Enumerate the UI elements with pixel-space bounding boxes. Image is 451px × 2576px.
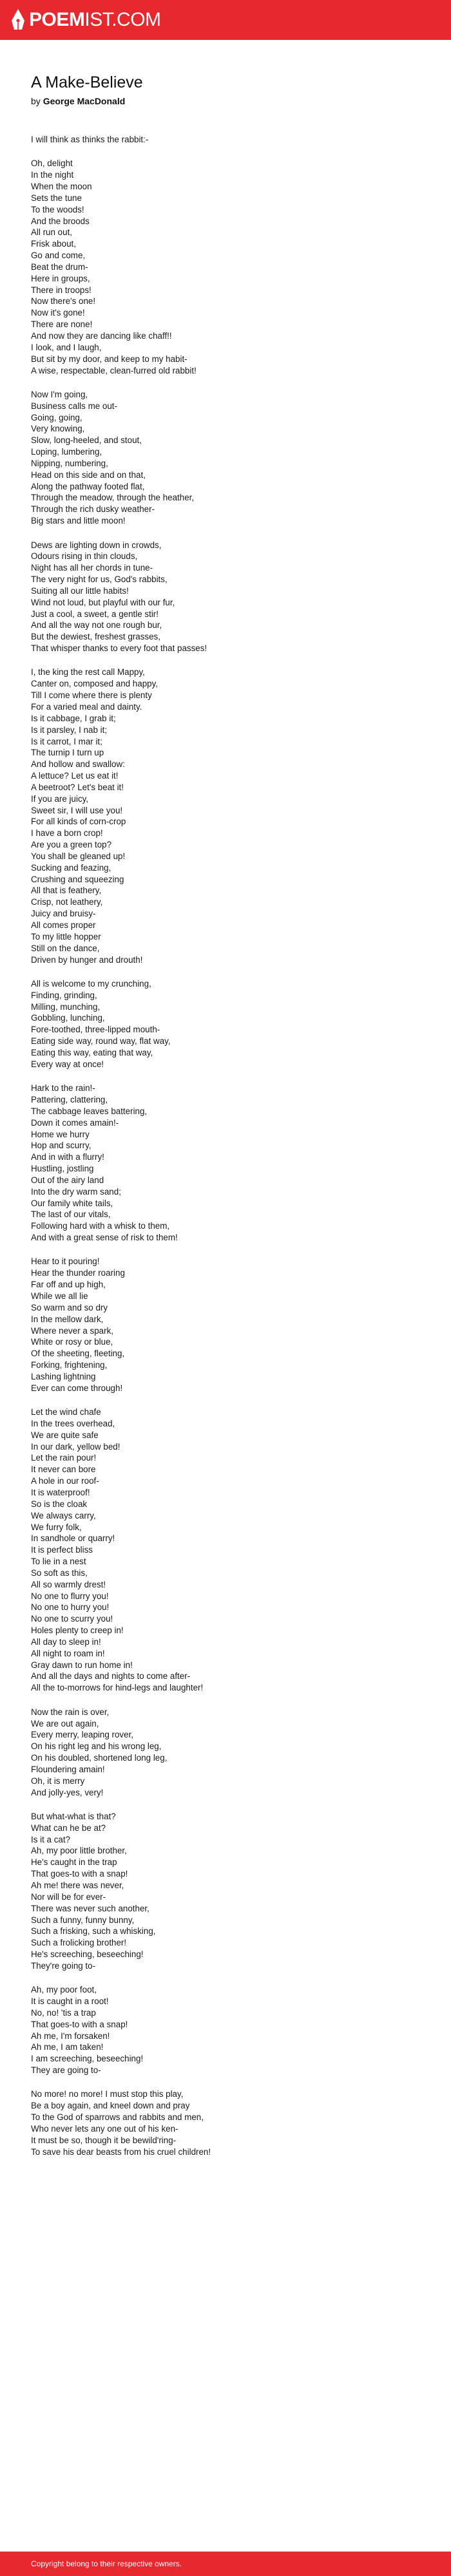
poem-line: There are none! <box>31 319 93 330</box>
poem-line: Ah me, I'm forsaken! <box>31 2031 110 2041</box>
poem-line: Who never lets any one out of his ken- <box>31 2124 178 2134</box>
poem-line: All night to roam in! <box>31 1648 105 1658</box>
logo-bold-text: POEM <box>29 9 85 30</box>
poem-line: No one to hurry you! <box>31 1602 110 1613</box>
poem-line: And jolly-yes, very! <box>31 1787 104 1797</box>
poem-line: We are quite safe <box>31 1430 99 1440</box>
poem-line: Of the sheeting, fleeting, <box>31 1349 125 1359</box>
site-footer <box>0 2552 451 2576</box>
poem-line: Forking, frightening, <box>31 1360 108 1370</box>
stanza <box>31 1707 430 1799</box>
poem-line: He's caught in the trap <box>31 1857 117 1868</box>
poem-line: Hustling, jostling <box>31 1164 94 1174</box>
poem-line: The very night for us, God's rabbits, <box>31 574 168 585</box>
poem-line: A beetroot? Let's beat it! <box>31 782 124 792</box>
byline-prefix: by <box>31 96 41 106</box>
poem-line: Such a funny, funny bunny, <box>31 1915 135 1925</box>
poem-line: Hear the thunder roaring <box>31 1268 125 1278</box>
poem-line: And all the way not one rough bur, <box>31 620 162 630</box>
poem-line: All is welcome to my crunching, <box>31 978 151 989</box>
poem-line: Following hard with a whisk to them, <box>31 1221 170 1231</box>
poem-line: A hole in our roof- <box>31 1476 99 1486</box>
poem-line: Driven by hunger and drouth! <box>31 954 143 965</box>
poem-line: All day to sleep in! <box>31 1636 101 1647</box>
poem-line: It never can bore <box>31 1464 96 1475</box>
poem-line: Now the rain is over, <box>31 1707 110 1717</box>
poem-line: Floundering amain! <box>31 1764 105 1774</box>
poem-line: There in troops! <box>31 285 91 295</box>
poem-line: Is it cabbage, I grab it; <box>31 713 116 723</box>
poem-line: Every way at once! <box>31 1059 104 1069</box>
poem-line: If you are juicy, <box>31 793 89 804</box>
poem-line: Business calls me out- <box>31 401 117 411</box>
stanza <box>31 389 430 527</box>
site-logo-text <box>29 8 161 32</box>
poem-line: When the moon <box>31 182 92 192</box>
poem-line: Crushing and squeezing <box>31 874 124 884</box>
poem-line: Loping, lumbering, <box>31 447 102 457</box>
poem-line: Canter on, composed and happy, <box>31 679 158 689</box>
poem-line: Beat the drum- <box>31 261 88 272</box>
poem-line: Sets the tune <box>31 193 82 203</box>
poem-line: Hear to it pouring! <box>31 1256 100 1267</box>
stanza <box>31 158 430 376</box>
poem-line: Juicy and bruisy- <box>31 909 96 919</box>
poem-line: Down it comes amain!- <box>31 1117 119 1128</box>
poem-line: In the night <box>31 170 74 180</box>
poem-line: That whisper thanks to every foot that passes! <box>31 643 207 654</box>
poem-line: In our dark, yellow bed! <box>31 1441 120 1452</box>
poem-line: They are going to- <box>31 2065 101 2076</box>
poem-line: Into the dry warm sand; <box>31 1186 121 1197</box>
poem-line: Every merry, leaping rover, <box>31 1730 134 1740</box>
poem-line: No one to scurry you! <box>31 1614 113 1624</box>
poem-line: So is the cloak <box>31 1499 88 1509</box>
poem-line: We furry folk, <box>31 1522 82 1532</box>
poem-line: All so warmly drest! <box>31 1579 106 1589</box>
poem-line: Still on the dance, <box>31 943 100 953</box>
poem-line: Ah, my poor foot, <box>31 1985 97 1995</box>
poem-title: A Make-Believe <box>31 73 143 91</box>
poem-line: Suiting all our little habits! <box>31 585 129 596</box>
poem-line: Such a frisking, such a whisking, <box>31 1926 156 1937</box>
poem-line: But what-what is that? <box>31 1811 116 1821</box>
poem-line: It is caught in a root! <box>31 1996 109 2007</box>
poem-line: Oh, it is merry <box>31 1776 85 1786</box>
poem-line: I, the king the rest call Mappy, <box>31 667 145 677</box>
stanza <box>31 1984 430 2076</box>
poem-line: All run out, <box>31 227 73 238</box>
author-link[interactable]: George MacDonald <box>43 96 126 106</box>
poem-line: Finding, grinding, <box>31 990 97 1000</box>
poem-line: Is it carrot, I mar it; <box>31 736 102 746</box>
poem-line: Hop and scurry, <box>31 1141 91 1151</box>
stanza <box>31 2088 430 2157</box>
poem-line: All the to-morrows for hind-legs and laughter! <box>31 1683 204 1693</box>
poem-line: In the mellow dark, <box>31 1314 104 1324</box>
poem-line: Through the rich dusky weather- <box>31 504 155 515</box>
poem-line: Eating this way, eating that way, <box>31 1047 153 1057</box>
poem-line: Our family white tails, <box>31 1198 113 1208</box>
poem-line: For a varied meal and dainty. <box>31 701 142 712</box>
poem-line: Holes plenty to creep in! <box>31 1625 124 1636</box>
poem-line: There was never such another, <box>31 1903 149 1913</box>
poem-line: No more! no more! I must stop this play, <box>31 2089 184 2099</box>
logo-light-text: IST.COM <box>84 9 161 30</box>
poem-line: Is it a cat? <box>31 1834 71 1844</box>
poem-line: The cabbage leaves battering, <box>31 1106 148 1116</box>
poem-line: Be a boy again, and kneel down and pray <box>31 2101 190 2111</box>
poem-line: Go and come, <box>31 251 86 261</box>
poem-line: Let the rain pour! <box>31 1453 97 1463</box>
poem-line: Are you a green top? <box>31 840 112 850</box>
poem-line: I am screeching, beseeching! <box>31 2054 144 2064</box>
poem-line: And all the days and nights to come after- <box>31 1671 191 1681</box>
poem-line: But sit by my door, and keep to my habit- <box>31 354 187 364</box>
poem-line: Sucking and feazing, <box>31 862 111 873</box>
poem-line: Big stars and little moon! <box>31 516 126 526</box>
poem-line: The last of our vitals, <box>31 1209 111 1220</box>
site-header <box>0 0 451 40</box>
poem-line: I have a born crop! <box>31 828 103 838</box>
copyright-text: Copyright belong to their respective owners. <box>31 2559 182 2568</box>
poem-line: Slow, long-heeled, and stout, <box>31 435 142 446</box>
poem-line: Now it's gone! <box>31 308 85 318</box>
poem-line: To my little hopper <box>31 931 101 942</box>
poem-line: To lie in a nest <box>31 1557 86 1567</box>
poem-line: Very knowing, <box>31 424 85 434</box>
poem-line: On his right leg and his wrong leg, <box>31 1741 162 1752</box>
poem-line: Such a frolicking brother! <box>31 1938 127 1948</box>
poem-line: But the dewiest, freshest grasses, <box>31 632 160 642</box>
stanza <box>31 1406 430 1694</box>
poem-line: On his doubled, shortened long leg, <box>31 1753 168 1763</box>
poem-line: Sweet sir, I will use you! <box>31 805 123 815</box>
poem-line: And the broods <box>31 216 90 226</box>
poem-line: The turnip I turn up <box>31 748 104 758</box>
poem-line: Through the meadow, through the heather, <box>31 493 195 503</box>
poem-line: They're going to- <box>31 1960 96 1971</box>
poem-line: In sandhole or quarry! <box>31 1533 115 1544</box>
poem-line: Along the pathway footed flat, <box>31 481 145 491</box>
poem-line: No one to flurry you! <box>31 1591 109 1601</box>
poem-line: We always carry, <box>31 1510 96 1520</box>
poem-line: That goes-to with a snap! <box>31 2019 128 2029</box>
poem-line: A lettuce? Let us eat it! <box>31 771 119 781</box>
poem-line: That goes-to with a snap! <box>31 1869 128 1879</box>
poem-line: Fore-toothed, three-lipped mouth- <box>31 1025 160 1035</box>
poem-line: And hollow and swallow: <box>31 759 125 770</box>
poem-line: Home we hurry <box>31 1129 90 1139</box>
poem-line: Far off and up high, <box>31 1280 106 1290</box>
poem-line: Wind not loud, but playful with our fur, <box>31 597 175 607</box>
byline <box>31 95 125 108</box>
stanza <box>31 1811 430 1972</box>
poem-line: Nor will be for ever- <box>31 1891 106 1902</box>
poem-line: Ah me! there was never, <box>31 1880 124 1890</box>
poem-line: White or rosy or blue, <box>31 1337 113 1347</box>
poem-line: Ah me, I am taken! <box>31 2042 104 2052</box>
poem-line: In the trees overhead, <box>31 1418 115 1428</box>
site-logo[interactable] <box>10 8 161 32</box>
poem-line: Pattering, clattering, <box>31 1094 108 1104</box>
poem-line: No, no! 'tis a trap <box>31 2007 96 2018</box>
poem-line: Gray dawn to run home in! <box>31 1660 133 1670</box>
stanza <box>31 667 430 965</box>
poem-line: Ah, my poor little brother, <box>31 1846 127 1856</box>
poem-line: Odours rising in thin clouds, <box>31 551 138 562</box>
poem-line: And now they are dancing like chaff!! <box>31 331 172 341</box>
poem-line: So warm and so dry <box>31 1302 108 1312</box>
poem-line: Now there's one! <box>31 296 96 307</box>
poem-line: Eating side way, round way, flat way, <box>31 1036 171 1046</box>
poem-line: Is it parsley, I nab it; <box>31 724 108 735</box>
stanza <box>31 134 430 146</box>
poem-line: Frisk about, <box>31 239 76 249</box>
poem-line: Nipping, numbering, <box>31 458 108 468</box>
poem-line: All comes proper <box>31 920 96 930</box>
pen-nib-icon <box>10 8 26 32</box>
poem-line: You shall be gleaned up! <box>31 851 126 861</box>
poem-line: For all kinds of corn-crop <box>31 817 126 827</box>
stanza <box>31 540 430 654</box>
poem-line: He's screeching, beseeching! <box>31 1949 144 1960</box>
poem-line: While we all lie <box>31 1291 88 1301</box>
poem-line: All that is feathery, <box>31 886 102 896</box>
poem-line: Ever can come through! <box>31 1383 123 1393</box>
stanza <box>31 1256 430 1394</box>
poem-line: I will think as thinks the rabbit:- <box>31 135 149 144</box>
poem-line: It must be so, though it be bewild'ring- <box>31 2135 177 2145</box>
poem-line: Till I come where there is plenty <box>31 690 152 701</box>
poem-line: And with a great sense of risk to them! <box>31 1233 178 1243</box>
poem-body <box>31 134 430 2170</box>
poem-line: So soft as this, <box>31 1567 88 1578</box>
poem-line: Just a cool, a sweet, a gentle stir! <box>31 609 158 619</box>
poem-line: Out of the airy land <box>31 1175 104 1185</box>
stanza <box>31 978 430 1070</box>
poem-line: What can he be at? <box>31 1823 106 1833</box>
poem-line: To save his dear beasts from his cruel children! <box>31 2146 211 2157</box>
poem-line: Here in groups, <box>31 273 90 283</box>
poem-line: We are out again, <box>31 1718 99 1728</box>
stanza <box>31 1083 430 1244</box>
poem-line: Let the wind chafe <box>31 1407 101 1417</box>
poem-line: It is perfect bliss <box>31 1545 93 1555</box>
poem-line: Lashing lightning <box>31 1371 96 1381</box>
poem-line: Hark to the rain!- <box>31 1083 95 1094</box>
poem-line: Going, going, <box>31 412 82 422</box>
poem-line: Now I'm going, <box>31 389 88 399</box>
poem-line: Oh, delight <box>31 158 73 169</box>
poem-line: Crisp, not leathery, <box>31 897 103 907</box>
poem-line: I look, and I laugh, <box>31 342 102 352</box>
poem-line: And in with a flurry! <box>31 1152 104 1162</box>
poem-line: To the woods! <box>31 204 84 214</box>
poem-line: A wise, respectable, clean-furred old rabbit! <box>31 365 197 375</box>
poem-line: Head on this side and on that, <box>31 469 146 480</box>
poem-line: Milling, munching, <box>31 1001 101 1012</box>
poem-line: Where never a spark, <box>31 1325 114 1336</box>
poem-line: To the God of sparrows and rabbits and men, <box>31 2112 204 2123</box>
poem-line: It is waterproof! <box>31 1487 90 1497</box>
poem-line: Dews are lighting down in crowds, <box>31 540 162 550</box>
poem-line: Night has all her chords in tune- <box>31 563 153 573</box>
poem-line: Gobbling, lunching, <box>31 1013 105 1023</box>
